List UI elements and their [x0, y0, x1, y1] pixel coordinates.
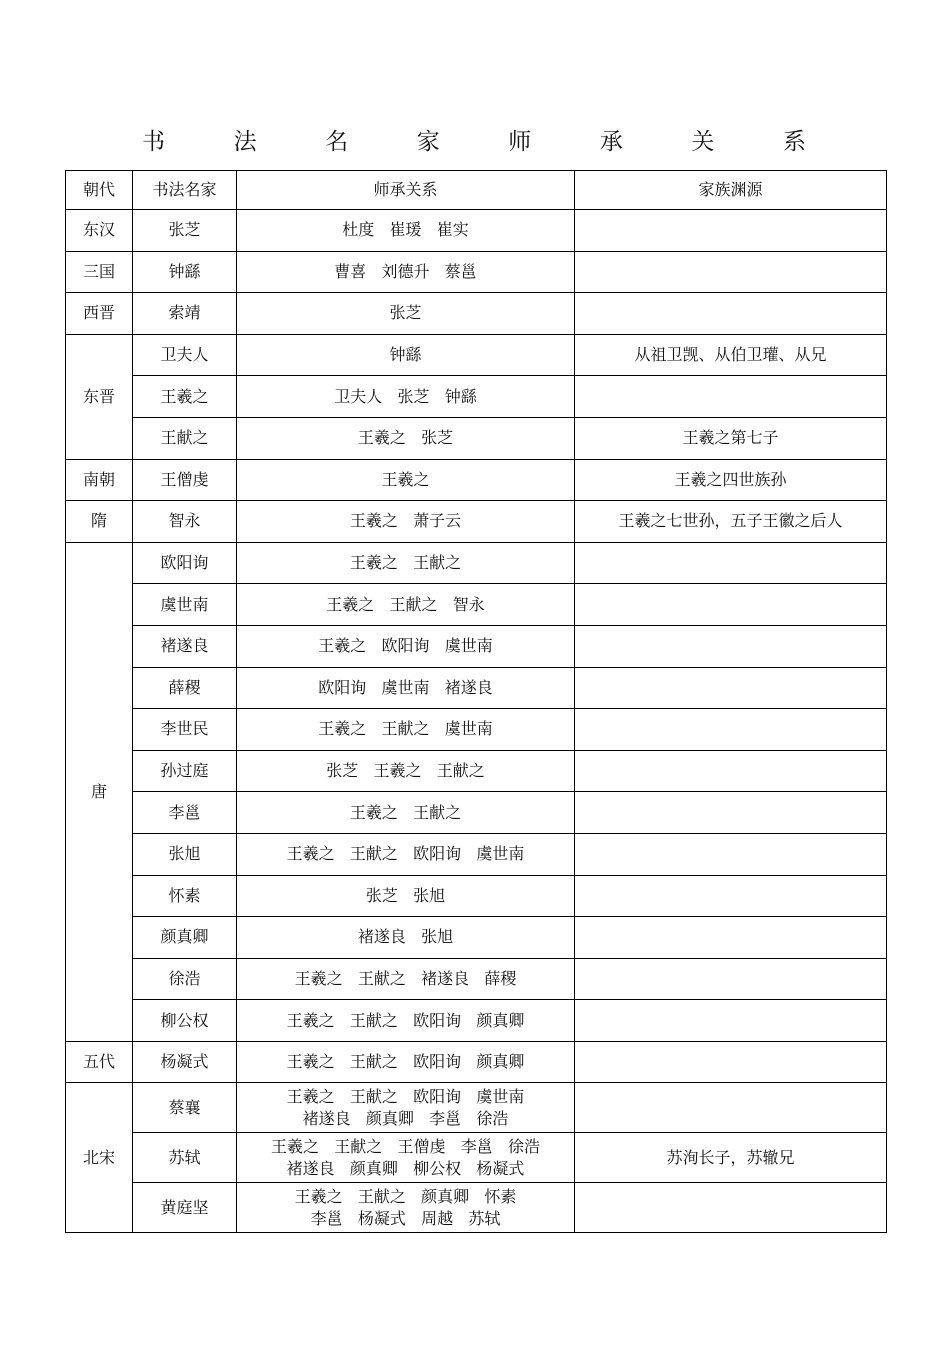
teachers-cell: 张芝: [237, 293, 575, 335]
teachers-cell: 王羲之 王献之 虞世南: [237, 709, 575, 751]
name-cell: 颜真卿: [133, 917, 237, 959]
title-char: 承: [599, 129, 623, 155]
table-row: [66, 417, 887, 459]
title-char: 关: [691, 129, 715, 155]
table-row: [66, 709, 887, 751]
teachers-cell: 王羲之 王献之 王僧虔 李邕 徐浩 褚遂良 颜真卿 柳公权 杨凝式: [237, 1133, 575, 1183]
family-cell: [575, 917, 887, 959]
teachers-cell: 王羲之 欧阳询 虞世南: [237, 625, 575, 667]
header-teachers: 师承关系: [237, 171, 575, 210]
teachers-cell: 褚遂良 张旭: [237, 917, 575, 959]
family-cell: [575, 1000, 887, 1042]
teachers-cell: 王羲之 王献之 欧阳询 虞世南 褚遂良 颜真卿 李邕 徐浩: [237, 1083, 575, 1133]
name-cell: 怀素: [133, 875, 237, 917]
title-char: 师: [508, 129, 532, 155]
name-cell: 王僧虔: [133, 459, 237, 501]
teachers-cell: 王羲之 王献之 褚遂良 薛稷: [237, 958, 575, 1000]
name-cell: 黄庭坚: [133, 1183, 237, 1233]
table-row: [66, 792, 887, 834]
header-name: 书法名家: [133, 171, 237, 210]
table-row: [66, 584, 887, 626]
table-row: [66, 625, 887, 667]
name-cell: 褚遂良: [133, 625, 237, 667]
name-cell: 蔡襄: [133, 1083, 237, 1133]
teachers-cell: 张芝 张旭: [237, 875, 575, 917]
table-row: [66, 459, 887, 501]
header-row: [66, 171, 887, 210]
title-char: 书: [142, 129, 165, 155]
name-cell: 徐浩: [133, 958, 237, 1000]
name-cell: 柳公权: [133, 1000, 237, 1042]
family-cell: [575, 1083, 887, 1133]
name-cell: 李世民: [133, 709, 237, 751]
family-cell: [575, 293, 887, 335]
family-cell: [575, 584, 887, 626]
name-cell: 卫夫人: [133, 334, 237, 376]
family-cell: [575, 542, 887, 584]
name-cell: 杨凝式: [133, 1041, 237, 1083]
teachers-cell: 钟繇: [237, 334, 575, 376]
table-row: [66, 251, 887, 293]
name-cell: 薛稷: [133, 667, 237, 709]
family-cell: [575, 750, 887, 792]
page-title: [62, 122, 884, 162]
teachers-cell: 王羲之: [237, 459, 575, 501]
table-row: [66, 376, 887, 418]
dynasty-cell: 西晋: [66, 293, 133, 335]
name-cell: 虞世南: [133, 584, 237, 626]
table-row: [66, 1133, 887, 1183]
teachers-cell: 欧阳询 虞世南 褚遂良: [237, 667, 575, 709]
table-row: [66, 750, 887, 792]
name-cell: 孙过庭: [133, 750, 237, 792]
teachers-cell: 王羲之 王献之 欧阳询 虞世南: [237, 833, 575, 875]
table-row: [66, 210, 887, 252]
teachers-cell: 卫夫人 张芝 钟繇: [237, 376, 575, 418]
family-cell: [575, 667, 887, 709]
teachers-cell: 王羲之 萧子云: [237, 501, 575, 543]
name-cell: 钟繇: [133, 251, 237, 293]
family-cell: [575, 376, 887, 418]
family-cell: 从祖卫觊、从伯卫瓘、从兄: [575, 334, 887, 376]
name-cell: 张旭: [133, 833, 237, 875]
name-cell: 苏轼: [133, 1133, 237, 1183]
header-dynasty: 朝代: [66, 171, 133, 210]
teachers-cell: 王羲之 张芝: [237, 417, 575, 459]
teachers-cell: 王羲之 王献之 颜真卿 怀素 李邕 杨凝式 周越 苏轼: [237, 1183, 575, 1233]
table-row: [66, 833, 887, 875]
name-cell: 张芝: [133, 210, 237, 252]
dynasty-cell: 三国: [66, 251, 133, 293]
dynasty-cell: 五代: [66, 1041, 133, 1083]
family-cell: [575, 709, 887, 751]
family-cell: 王羲之七世孙，五子王徽之后人: [575, 501, 887, 543]
family-cell: [575, 833, 887, 875]
table-row: [66, 334, 887, 376]
title-char: 家: [416, 129, 440, 155]
family-cell: [575, 792, 887, 834]
name-cell: 王羲之: [133, 376, 237, 418]
dynasty-cell: 东汉: [66, 210, 133, 252]
family-cell: [575, 210, 887, 252]
table-row: [66, 1083, 887, 1133]
table-row: [66, 917, 887, 959]
table-row: [66, 1000, 887, 1042]
name-cell: 智永: [133, 501, 237, 543]
lineage-table: [65, 170, 887, 1233]
dynasty-cell: 南朝: [66, 459, 133, 501]
family-cell: 苏洵长子，苏辙兄: [575, 1133, 887, 1183]
name-cell: 欧阳询: [133, 542, 237, 584]
family-cell: [575, 251, 887, 293]
teachers-cell: 杜度 崔瑗 崔实: [237, 210, 575, 252]
title-char: 名: [325, 129, 349, 155]
title-char: 法: [233, 129, 257, 155]
table-row: [66, 1041, 887, 1083]
family-cell: 王羲之第七子: [575, 417, 887, 459]
teachers-cell: 王羲之 王献之 欧阳询 颜真卿: [237, 1041, 575, 1083]
table-row: [66, 293, 887, 335]
table-row: [66, 1183, 887, 1233]
table-row: [66, 958, 887, 1000]
dynasty-cell: 东晋: [66, 334, 133, 459]
dynasty-cell: 唐: [66, 542, 133, 1041]
family-cell: 王羲之四世族孙: [575, 459, 887, 501]
teachers-cell: 王羲之 王献之 智永: [237, 584, 575, 626]
table-row: [66, 501, 887, 543]
name-cell: 索靖: [133, 293, 237, 335]
teachers-cell: 张芝 王羲之 王献之: [237, 750, 575, 792]
name-cell: 李邕: [133, 792, 237, 834]
teachers-cell: 王羲之 王献之: [237, 542, 575, 584]
family-cell: [575, 875, 887, 917]
teachers-cell: 王羲之 王献之 欧阳询 颜真卿: [237, 1000, 575, 1042]
title-char: 系: [782, 129, 806, 155]
table-row: [66, 542, 887, 584]
dynasty-cell: 北宋: [66, 1083, 133, 1233]
table-row: [66, 875, 887, 917]
family-cell: [575, 1183, 887, 1233]
family-cell: [575, 1041, 887, 1083]
teachers-cell: 王羲之 王献之: [237, 792, 575, 834]
family-cell: [575, 625, 887, 667]
name-cell: 王献之: [133, 417, 237, 459]
teachers-cell: 曹喜 刘德升 蔡邕: [237, 251, 575, 293]
family-cell: [575, 958, 887, 1000]
table-row: [66, 667, 887, 709]
header-family: 家族渊源: [575, 171, 887, 210]
dynasty-cell: 隋: [66, 501, 133, 543]
